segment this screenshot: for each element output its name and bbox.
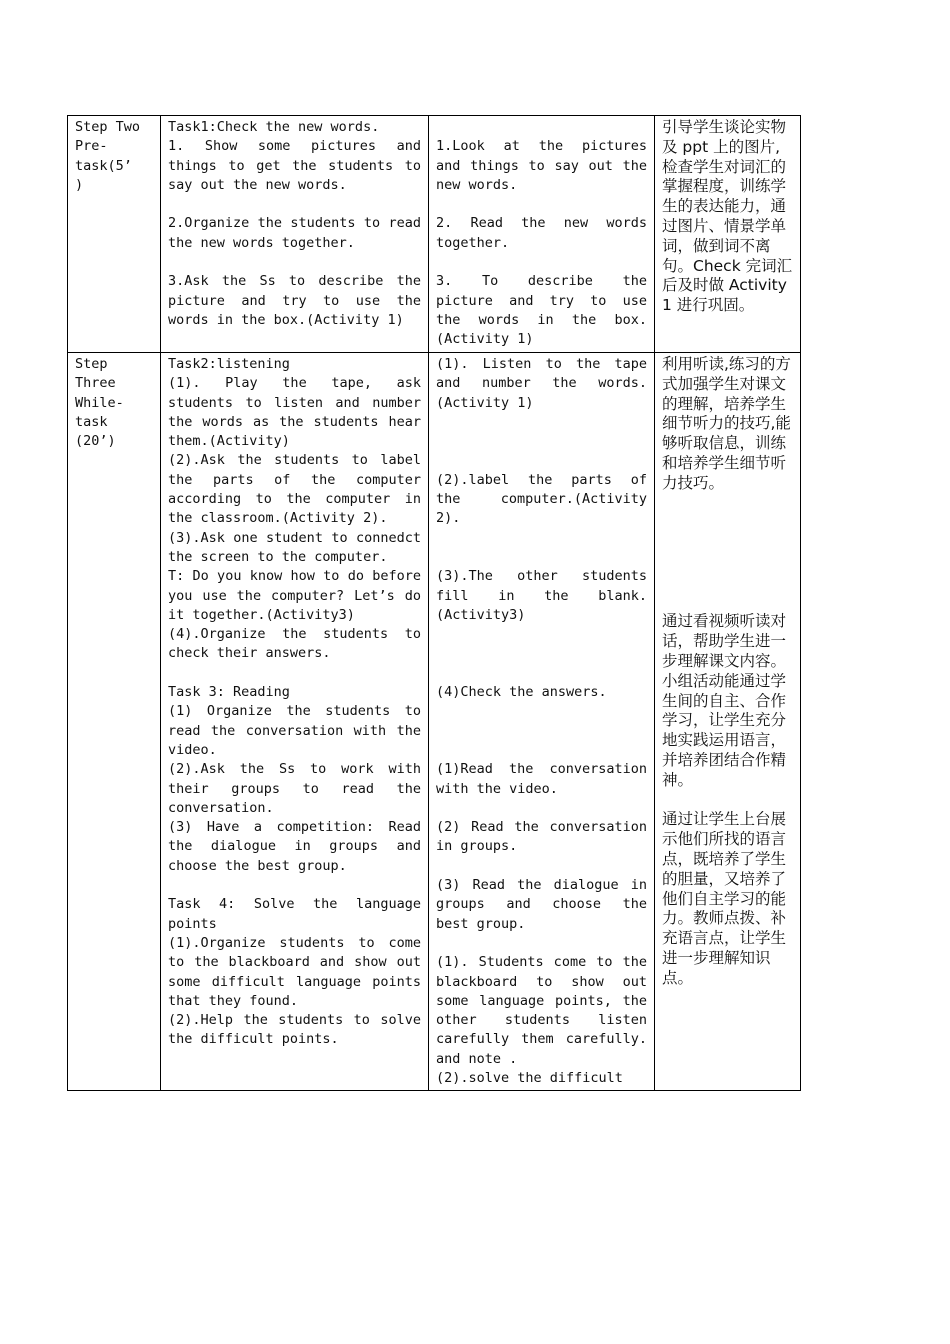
text-paragraph: 1.Look at the pictures and things to say out the new words.	[436, 138, 647, 193]
text-paragraph: T: Do you know how to do before you use the computer? Let’s do it together.(Activity3)	[168, 568, 421, 623]
purpose-cell	[655, 353, 801, 1091]
text-paragraph: (2).Ask the students to label the parts of the computer according to the computer in the classroom.(Activity 2).	[168, 452, 421, 527]
text-paragraph: (1). Play the tape, ask students to listen and number the words as the students hear them.(Activity)	[168, 375, 421, 450]
text-paragraph: (3) Have a competition: Read the dialogue in groups and choose the best group.	[168, 819, 421, 874]
blank-line	[662, 593, 793, 613]
text-paragraph: Step	[75, 356, 108, 372]
blank-line	[168, 876, 421, 895]
blank-line	[436, 253, 647, 272]
blank-line	[436, 644, 647, 663]
text-paragraph: Three	[75, 375, 116, 392]
table-row	[68, 116, 801, 353]
text-paragraph: 2.Organize the students to read the new words together.	[168, 215, 421, 251]
text-paragraph: (1).Organize students to come to the blackboard and show out some difficult language points that they found.	[168, 934, 421, 1009]
blank-line	[436, 432, 647, 451]
text-paragraph: (1). Students come to the blackboard to show out some language points, the other students listen carefully them carefully. and note .	[436, 954, 647, 1067]
table-row	[68, 353, 801, 1091]
teacher-activity-cell	[161, 116, 429, 353]
text-paragraph: 引导学生谈论实物及 ppt 上的图片,检查学生对词汇的掌握程度，训练学生的表达能力，通过图片、情景学单词，做到词不离句。Check 完词汇后及时做 Activity 1 进行巩固。	[662, 118, 793, 315]
blank-line	[168, 253, 421, 272]
text-paragraph: (3).Ask one student to connedct the screen to the computer.	[168, 529, 421, 565]
text-paragraph: 利用听读,练习的方式加强学生对课文的理解，培养学生细节听力的技巧,能够听取信息，训练和培养学生细节听力技巧。	[662, 355, 791, 492]
student-activity-cell	[429, 116, 655, 353]
text-paragraph: (3) Read the dialogue in groups and choose the best group.	[436, 877, 647, 932]
blank-line	[436, 625, 647, 644]
text-paragraph: While-	[75, 394, 124, 411]
blank-line	[436, 799, 647, 818]
text-paragraph: 3. To describe the picture and try to use the words in the box.(Activity 1)	[436, 273, 647, 348]
text-paragraph: (1)Read the conversation with the video.	[436, 761, 647, 797]
text-paragraph: Task 4: Solve the language points	[168, 896, 421, 932]
text-paragraph: (4)Check the answers.	[436, 684, 607, 701]
blank-line	[436, 413, 647, 432]
blank-line	[436, 722, 647, 741]
blank-line	[436, 529, 647, 548]
blank-line	[436, 548, 647, 567]
text-paragraph: Pre-	[75, 138, 108, 155]
blank-line	[662, 791, 793, 811]
blank-line	[436, 118, 647, 137]
step-cell	[68, 116, 161, 353]
teacher-activity-cell	[161, 353, 429, 1091]
blank-line	[662, 553, 793, 573]
purpose-cell	[655, 116, 801, 353]
text-paragraph: (2).label the parts of the computer.(Activity 2).	[436, 471, 647, 527]
blank-line	[436, 702, 647, 721]
text-paragraph: (20’)	[75, 433, 116, 450]
student-activity-cell	[429, 353, 655, 1091]
blank-line	[436, 451, 647, 470]
text-paragraph: 通过让学生上台展示他们所找的语言点，既培养了学生的胆量，又培养了他们自主学习的能力。教师点拨、补充语言点，让学生进一步理解知识点。	[662, 810, 787, 987]
lesson-plan-table	[67, 115, 801, 1091]
text-paragraph: (1). Listen to the tape and number the words. (Activity 1)	[436, 356, 647, 411]
text-paragraph: (2) Read the conversation in groups.	[436, 819, 647, 855]
text-paragraph: (2).solve the difficult	[436, 1069, 623, 1086]
text-paragraph: Task 3: Reading	[168, 684, 290, 701]
blank-line	[168, 195, 421, 214]
blank-line	[662, 573, 793, 593]
blank-line	[436, 857, 647, 876]
text-paragraph: 2. Read the new words together.	[436, 215, 647, 251]
text-paragraph: Task1:Check the new words.	[168, 119, 380, 135]
text-paragraph: (1) Organize the students to read the conversation with the video.	[168, 703, 421, 758]
text-paragraph: Step Two	[75, 119, 141, 135]
text-paragraph: (3).The other students fill in the blank. (Activity3)	[436, 568, 647, 623]
blank-line	[662, 494, 793, 514]
blank-line	[436, 934, 647, 953]
blank-line	[436, 195, 647, 214]
blank-line	[436, 741, 647, 760]
text-paragraph: )	[75, 176, 84, 193]
blank-line	[662, 533, 793, 553]
blank-line	[168, 664, 421, 683]
blank-line	[662, 513, 793, 533]
text-paragraph: (2).Help the students to solve the difficult points.	[168, 1012, 421, 1048]
blank-line	[436, 664, 647, 683]
text-paragraph: 3.Ask the Ss to describe the picture and try to use the words in the box.(Activity 1)	[168, 273, 421, 328]
text-paragraph: task(5’	[75, 157, 132, 174]
text-paragraph: (4).Organize the students to check their answers.	[168, 626, 421, 662]
text-paragraph: (2).Ask the Ss to work with their groups to read the conversation.	[168, 761, 421, 816]
step-cell	[68, 353, 161, 1091]
text-paragraph: 通过看视频听读对话，帮助学生进一步理解课文内容。	[662, 612, 787, 670]
text-paragraph: task	[75, 413, 108, 430]
text-paragraph: 1. Show some pictures and things to get the students to say out the new words.	[168, 138, 421, 193]
text-paragraph: Task2:listening	[168, 356, 290, 372]
text-paragraph: 小组活动能通过学生间的自主、合作学习，让学生充分地实践运用语言，并培养团结合作精神。	[662, 671, 787, 789]
